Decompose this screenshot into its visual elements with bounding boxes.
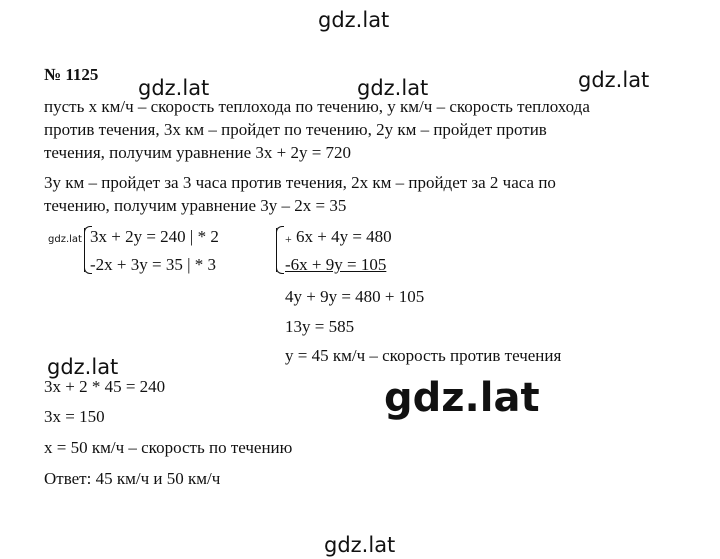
answer-line: Ответ: 45 км/ч и 50 км/ч	[44, 469, 221, 488]
watermark-big: gdz.lat	[384, 375, 540, 421]
watermark-bottom: gdz.lat	[324, 533, 396, 557]
para1-line3: течения, получим уравнение 3х + 2у = 720	[44, 143, 352, 162]
para2-line1: 3у км – пройдет за 3 часа против течения, 2х км – пройдет за 2 часа по	[44, 173, 556, 192]
watermark-top: gdz.lat	[318, 8, 390, 32]
watermark-line1-left: gdz.lat	[138, 76, 210, 100]
watermark-small: gdz.lat	[48, 234, 82, 245]
task-number: № 1125	[44, 65, 99, 84]
para2-line2: течению, получим уравнение 3у – 2х = 35	[44, 196, 347, 215]
para1-line2: против течения, 3х км – пройдет по течению, 2у км – пройдет против	[44, 120, 547, 139]
system1-eq2: -2x + 3y = 35 | * 3	[90, 255, 216, 274]
watermark-mid-left: gdz.lat	[47, 355, 119, 379]
system2-eq1: 6x + 4y = 480	[296, 227, 392, 246]
para1-line1: пусть х км/ч – скорость теплохода по течению, у км/ч – скорость теплохода	[44, 97, 590, 116]
watermark-line1-middle: gdz.lat	[357, 76, 429, 100]
step-left-3: x = 50 км/ч – скорость по течению	[44, 438, 293, 457]
step-left-2: 3x = 150	[44, 407, 105, 426]
system1-eq1: 3x + 2y = 240 | * 2	[90, 227, 219, 246]
system2-brace	[276, 228, 277, 272]
step-right-2: 13y = 585	[285, 317, 355, 336]
step-left-1: 3x + 2 * 45 = 240	[44, 377, 166, 396]
system2-plus-sign: +	[285, 232, 292, 246]
system1-brace	[84, 228, 85, 272]
watermark-line1-right: gdz.lat	[578, 68, 650, 92]
step-right-3: y = 45 км/ч – скорость против течения	[285, 346, 562, 365]
step-right-1: 4y + 9y = 480 + 105	[285, 287, 425, 306]
system2-eq2: -6x + 9y = 105	[285, 255, 387, 274]
